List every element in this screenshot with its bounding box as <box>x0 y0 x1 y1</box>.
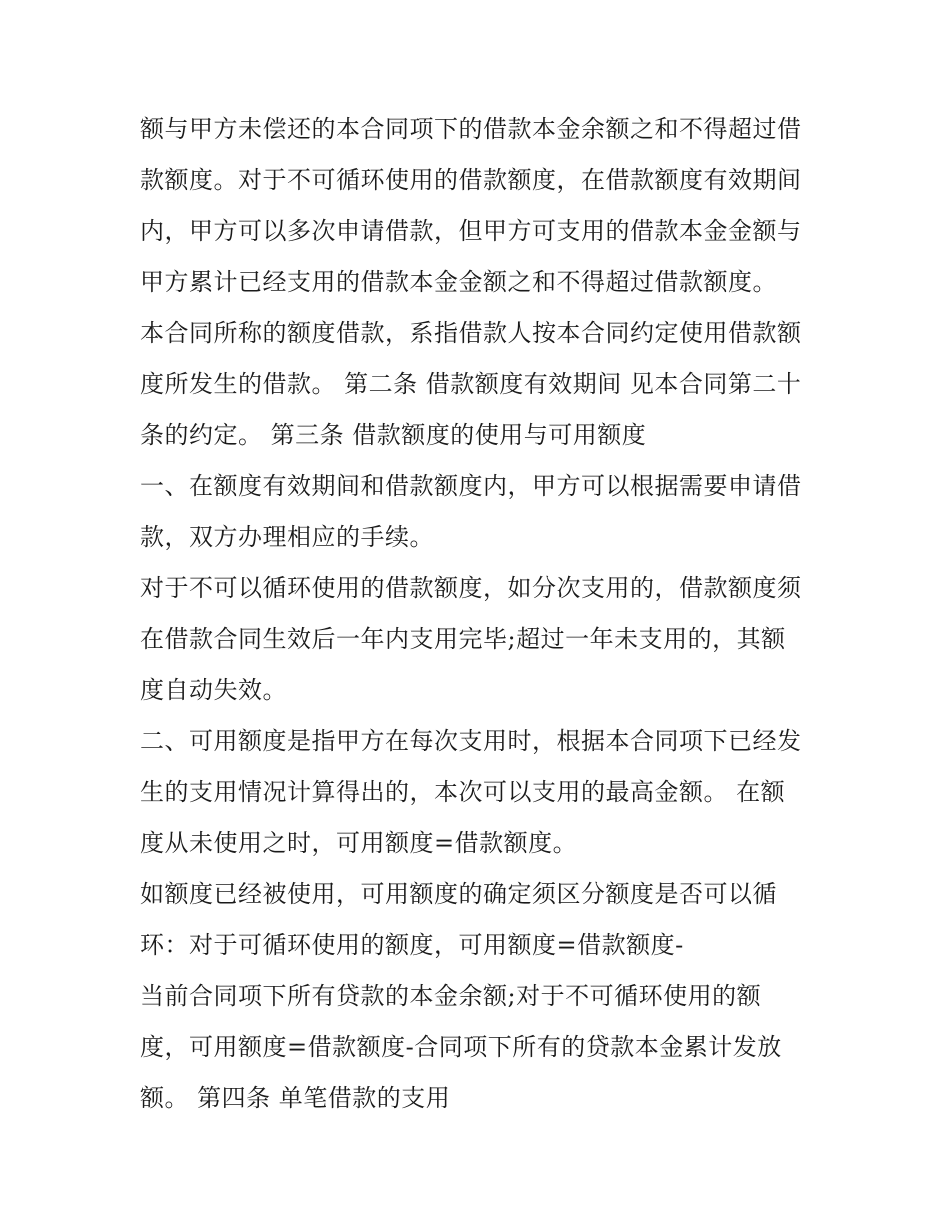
text-line-20: 额。 第四条 单笔借款的支用 <box>140 1084 451 1112</box>
text-line-12: 度自动失效。 <box>140 676 287 704</box>
text-line-17: 环：对于可循环使用的额度，可用额度=借款额度- <box>140 931 684 959</box>
text-line-13: 二、可用额度是指甲方在每次支用时，根据本合同项下已经发 <box>140 727 802 755</box>
text-line-18: 当前合同项下所有贷款的本金余额;对于不可循环使用的额 <box>140 982 762 1010</box>
text-line-9: 款，双方办理相应的手续。 <box>140 523 434 551</box>
text-line-14: 生的支用情况计算得出的，本次可以支用的最高金额。 在额 <box>140 778 786 806</box>
text-line-2: 款额度。对于不可循环使用的借款额度，在借款额度有效期间 <box>140 166 802 194</box>
text-line-8: 一、在额度有效期间和借款额度内，甲方可以根据需要申请借 <box>140 472 802 500</box>
text-line-19: 度，可用额度=借款额度-合同项下所有的贷款本金累计发放 <box>140 1033 782 1061</box>
text-line-15: 度从未使用之时，可用额度=借款额度。 <box>140 829 578 857</box>
text-line-7: 条的约定。 第三条 借款额度的使用与可用额度 <box>140 421 647 449</box>
text-line-1: 额与甲方未偿还的本合同项下的借款本金余额之和不得超过借 <box>140 115 802 143</box>
text-line-6: 度所发生的借款。 第二条 借款额度有效期间 见本合同第二十 <box>140 370 802 398</box>
text-line-3: 内，甲方可以多次申请借款，但甲方可支用的借款本金金额与 <box>140 217 802 245</box>
text-line-11: 在借款合同生效后一年内支用完毕;超过一年未支用的，其额 <box>140 625 786 653</box>
text-line-10: 对于不可以循环使用的借款额度，如分次支用的，借款额度须 <box>140 574 802 602</box>
text-line-16: 如额度已经被使用，可用额度的确定须区分额度是否可以循 <box>140 880 777 908</box>
text-line-5: 本合同所称的额度借款，系指借款人按本合同约定使用借款额 <box>140 319 802 347</box>
text-line-4: 甲方累计已经支用的借款本金金额之和不得超过借款额度。 <box>140 268 777 296</box>
document-body <box>140 104 820 1124</box>
